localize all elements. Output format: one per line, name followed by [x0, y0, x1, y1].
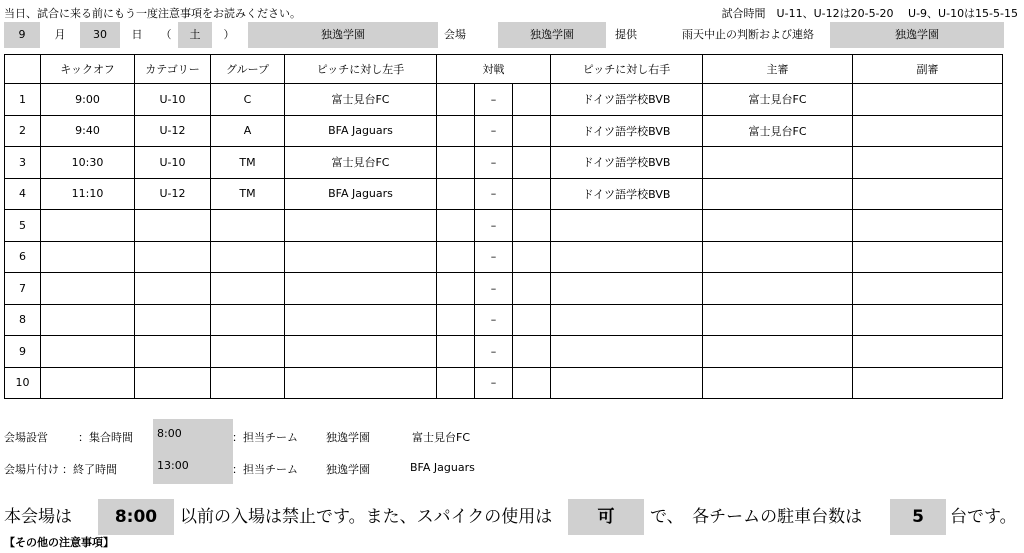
kickoff-cell: 9:00 [41, 84, 135, 116]
table-row [5, 115, 1003, 147]
setup-time-label: ：集合時間 [78, 431, 133, 444]
versus-dash: – [475, 84, 513, 116]
entry-notice-line [4, 499, 1020, 535]
category-cell: U-10 [135, 84, 211, 116]
category-cell: U-10 [135, 147, 211, 179]
referee-cell [703, 273, 853, 305]
kickoff-cell [41, 210, 135, 242]
kickoff-cell [41, 367, 135, 399]
cleanup-team1: 独逸学園 [326, 463, 370, 476]
rain-decision-label: 雨天中止の判断および連絡 [682, 28, 814, 41]
cleanup-row [4, 452, 564, 484]
versus-left-score [437, 178, 475, 210]
table-row [5, 273, 1003, 305]
left-team-cell [285, 304, 437, 336]
organizer-value: 独逸学園 [248, 22, 438, 48]
right-team-cell [551, 210, 703, 242]
venue-label: 会場 [444, 28, 466, 41]
cleanup-time-value: 13:00 [153, 452, 233, 484]
header-right-team: ピッチに対し右手 [551, 55, 703, 84]
header-versus: 対戦 [437, 55, 551, 84]
right-team-cell [551, 273, 703, 305]
month-label: 月 [54, 28, 66, 41]
kickoff-cell: 10:30 [41, 147, 135, 179]
referee-cell [703, 178, 853, 210]
row-number: 3 [5, 147, 41, 179]
versus-left-score [437, 273, 475, 305]
group-cell: C [211, 84, 285, 116]
group-cell: A [211, 115, 285, 147]
provider-label: 提供 [615, 28, 637, 41]
versus-left-score [437, 304, 475, 336]
versus-right-score [513, 304, 551, 336]
row-number: 8 [5, 304, 41, 336]
paren-close: ） [223, 28, 235, 41]
kickoff-cell: 9:40 [41, 115, 135, 147]
kickoff-cell [41, 336, 135, 368]
table-row [5, 241, 1003, 273]
venue-value: 独逸学園 [498, 22, 606, 48]
versus-right-score [513, 84, 551, 116]
versus-dash: – [475, 210, 513, 242]
referee-cell [703, 336, 853, 368]
category-cell [135, 241, 211, 273]
versus-right-score [513, 367, 551, 399]
notice-suffix: 台です。 [950, 507, 1017, 527]
setup-label: 会場設営 [4, 431, 48, 444]
match-schedule-table [4, 54, 1003, 399]
header-notice: 当日、試合に来る前にもう一度注意事項をお読みください。 [4, 7, 301, 20]
setup-team2: 富士見台FC [412, 431, 471, 444]
spikes-value: 可 [568, 499, 644, 535]
header-kickoff: キックオフ [41, 55, 135, 84]
versus-left-score [437, 241, 475, 273]
versus-left-score [437, 84, 475, 116]
left-team-cell [285, 273, 437, 305]
row-number: 2 [5, 115, 41, 147]
versus-dash: – [475, 115, 513, 147]
setup-team-label: ：担当チーム [232, 431, 298, 444]
versus-right-score [513, 241, 551, 273]
versus-right-score [513, 178, 551, 210]
rain-contact-value: 独逸学園 [830, 22, 1004, 48]
versus-left-score [437, 367, 475, 399]
versus-left-score [437, 115, 475, 147]
versus-left-score [437, 336, 475, 368]
referee-cell [703, 147, 853, 179]
versus-dash: – [475, 336, 513, 368]
row-number: 4 [5, 178, 41, 210]
left-team-cell [285, 241, 437, 273]
cleanup-label: 会場片付け [4, 463, 59, 476]
cleanup-team2: BFA Jaguars [410, 461, 475, 474]
versus-dash: – [475, 367, 513, 399]
day-value: 30 [80, 22, 120, 48]
versus-dash: – [475, 273, 513, 305]
right-team-cell [551, 304, 703, 336]
assistant-referee-cell [853, 273, 1003, 305]
row-number: 5 [5, 210, 41, 242]
group-cell [211, 336, 285, 368]
right-team-cell [551, 367, 703, 399]
versus-dash: – [475, 147, 513, 179]
left-team-cell [285, 336, 437, 368]
notice-middle2: で、 各チームの駐車台数は [650, 507, 863, 527]
right-team-cell: ドイツ語学校BVB [551, 84, 703, 116]
row-number: 1 [5, 84, 41, 116]
header-referee: 主審 [703, 55, 853, 84]
cleanup-team-label: ：担当チーム [232, 463, 298, 476]
right-team-cell: ドイツ語学校BVB [551, 147, 703, 179]
kickoff-cell [41, 273, 135, 305]
left-team-cell: BFA Jaguars [285, 178, 437, 210]
group-cell [211, 273, 285, 305]
table-row [5, 304, 1003, 336]
assistant-referee-cell [853, 84, 1003, 116]
versus-dash: – [475, 241, 513, 273]
group-cell [211, 241, 285, 273]
right-team-cell [551, 241, 703, 273]
assistant-referee-cell [853, 304, 1003, 336]
referee-cell [703, 241, 853, 273]
right-team-cell: ドイツ語学校BVB [551, 115, 703, 147]
left-team-cell [285, 367, 437, 399]
group-cell [211, 210, 285, 242]
other-notes-heading: 【その他の注意事項】 [4, 536, 114, 549]
assistant-referee-cell [853, 115, 1003, 147]
referee-cell: 富士見台FC [703, 84, 853, 116]
group-cell: TM [211, 178, 285, 210]
parking-value: 5 [890, 499, 946, 535]
left-team-cell: BFA Jaguars [285, 115, 437, 147]
day-label: 日 [131, 28, 143, 41]
assistant-referee-cell [853, 241, 1003, 273]
table-row [5, 147, 1003, 179]
referee-cell [703, 304, 853, 336]
table-row [5, 367, 1003, 399]
group-cell [211, 304, 285, 336]
paren-open: （ [160, 28, 172, 41]
match-time-info: 試合時間 U-11、U-12は20-5-20 U-9、U-10は15-5-15 [721, 7, 1018, 20]
category-cell [135, 273, 211, 305]
versus-dash: – [475, 304, 513, 336]
referee-cell [703, 367, 853, 399]
header-category: カテゴリー [135, 55, 211, 84]
right-team-cell: ドイツ語学校BVB [551, 178, 703, 210]
category-cell [135, 336, 211, 368]
date-venue-row [4, 22, 1004, 48]
group-cell [211, 367, 285, 399]
setup-row [4, 419, 564, 455]
category-cell: U-12 [135, 115, 211, 147]
month-value: 9 [4, 22, 40, 48]
kickoff-cell: 11:10 [41, 178, 135, 210]
notice-middle: 以前の入場は禁止です。また、スパイクの使用は [180, 507, 553, 527]
category-cell [135, 304, 211, 336]
assistant-referee-cell [853, 367, 1003, 399]
referee-cell [703, 210, 853, 242]
versus-left-score [437, 147, 475, 179]
table-row [5, 178, 1003, 210]
category-cell [135, 210, 211, 242]
kickoff-cell [41, 241, 135, 273]
category-cell [135, 367, 211, 399]
assistant-referee-cell [853, 147, 1003, 179]
header-group: グループ [211, 55, 285, 84]
left-team-cell [285, 210, 437, 242]
versus-dash: – [475, 178, 513, 210]
assistant-referee-cell [853, 210, 1003, 242]
right-team-cell [551, 336, 703, 368]
row-number: 9 [5, 336, 41, 368]
versus-right-score [513, 273, 551, 305]
versus-right-score [513, 115, 551, 147]
assistant-referee-cell [853, 178, 1003, 210]
row-number: 10 [5, 367, 41, 399]
header-assistant-referee: 副審 [853, 55, 1003, 84]
kickoff-cell [41, 304, 135, 336]
versus-left-score [437, 210, 475, 242]
category-cell: U-12 [135, 178, 211, 210]
versus-right-score [513, 336, 551, 368]
table-row [5, 336, 1003, 368]
header-left-team: ピッチに対し左手 [285, 55, 437, 84]
left-team-cell: 富士見台FC [285, 84, 437, 116]
referee-cell: 富士見台FC [703, 115, 853, 147]
versus-right-score [513, 210, 551, 242]
weekday-value: 土 [178, 22, 212, 48]
group-cell: TM [211, 147, 285, 179]
entry-time-value: 8:00 [98, 499, 174, 535]
header-no [5, 55, 41, 84]
left-team-cell: 富士見台FC [285, 147, 437, 179]
setup-time-value: 8:00 [153, 419, 233, 455]
assistant-referee-cell [853, 336, 1003, 368]
notice-prefix: 本会場は [4, 507, 72, 527]
row-number: 6 [5, 241, 41, 273]
setup-team1: 独逸学園 [326, 431, 370, 444]
table-row [5, 210, 1003, 242]
cleanup-time-label: ：終了時間 [62, 463, 117, 476]
versus-right-score [513, 147, 551, 179]
table-header-row [5, 55, 1003, 84]
row-number: 7 [5, 273, 41, 305]
table-row [5, 84, 1003, 116]
